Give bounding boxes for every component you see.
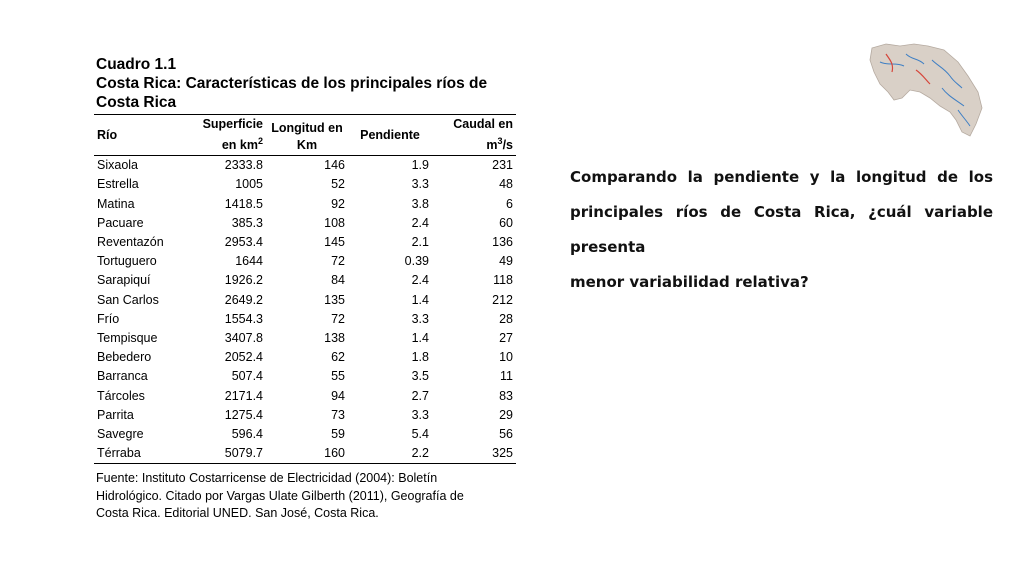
table-row bbox=[94, 175, 516, 194]
cell-pendiente: 1.4 bbox=[411, 292, 429, 307]
cell-pendiente: 3.5 bbox=[411, 369, 429, 384]
caption-number: Cuadro 1.1 bbox=[96, 56, 177, 73]
table-row bbox=[94, 252, 516, 271]
cell-longitud: 72 bbox=[331, 311, 345, 326]
cell-longitud: 55 bbox=[331, 369, 345, 384]
cell-longitud: 72 bbox=[331, 254, 345, 269]
cell-pendiente: 2.4 bbox=[411, 273, 429, 288]
cell-rio: Reventazón bbox=[97, 235, 164, 249]
cell-superficie: 2333.8 bbox=[224, 158, 263, 173]
table-row bbox=[94, 195, 516, 214]
cell-rio: Savegre bbox=[97, 426, 144, 441]
cell-longitud: 160 bbox=[266, 444, 348, 464]
source-line-3: Costa Rica. Editorial UNED. San José, Costa Rica. bbox=[96, 506, 379, 520]
cell-pendiente: 5.4 bbox=[411, 426, 429, 441]
source-note bbox=[96, 470, 516, 523]
cell-pendiente: 2.1 bbox=[411, 235, 429, 249]
cell-superficie: 5079.7 bbox=[180, 444, 266, 464]
question-line-1: Comparando la pendiente y la longitud de los bbox=[570, 168, 993, 186]
cell-caudal: 231 bbox=[492, 158, 513, 173]
cell-superficie: 2953.4 bbox=[224, 235, 263, 249]
cell-longitud: 84 bbox=[331, 273, 345, 288]
cell-superficie: 1926.2 bbox=[224, 273, 263, 288]
table-header-row bbox=[94, 115, 516, 156]
table-row bbox=[94, 310, 516, 329]
cell-rio: Tempisque bbox=[97, 330, 158, 345]
rivers-table-body bbox=[94, 156, 516, 464]
cell-pendiente: 2.4 bbox=[411, 215, 429, 230]
cell-pendiente: 2.7 bbox=[411, 388, 429, 403]
cell-caudal: 28 bbox=[499, 311, 513, 326]
cell-longitud: 73 bbox=[331, 407, 345, 422]
cell-longitud: 59 bbox=[331, 426, 345, 441]
cell-longitud: 145 bbox=[324, 235, 345, 249]
cell-pendiente: 1.9 bbox=[411, 158, 429, 173]
cell-caudal: 60 bbox=[499, 215, 513, 230]
cell-longitud: 146 bbox=[324, 158, 345, 173]
cell-longitud: 135 bbox=[324, 292, 345, 307]
cell-caudal: 83 bbox=[499, 388, 513, 403]
header-rio: Río bbox=[94, 115, 180, 156]
cell-pendiente: 3.3 bbox=[411, 407, 429, 422]
cell-rio: Barranca bbox=[97, 369, 148, 384]
cell-caudal: 136 bbox=[492, 235, 513, 249]
cell-rio: Tortuguero bbox=[97, 254, 157, 269]
cell-caudal: 11 bbox=[500, 369, 513, 384]
caption-title-line-1: Costa Rica: Características de los principales ríos de bbox=[96, 75, 488, 92]
cell-rio: San Carlos bbox=[97, 292, 159, 307]
cell-longitud: 92 bbox=[331, 196, 345, 211]
caption-title-line-2: Costa Rica bbox=[96, 94, 177, 111]
question-line-3: menor variabilidad relativa? bbox=[570, 273, 809, 291]
cell-caudal: 49 bbox=[499, 254, 513, 269]
table-row bbox=[94, 271, 516, 290]
cell-rio: Frío bbox=[97, 311, 120, 326]
cell-superficie: 1275.4 bbox=[224, 407, 263, 422]
header-pendiente: Pendiente bbox=[348, 115, 432, 156]
cell-superficie: 2171.4 bbox=[224, 388, 263, 403]
cell-caudal: 212 bbox=[492, 292, 513, 307]
cell-superficie: 1644 bbox=[235, 254, 263, 269]
cell-pendiente: 1.4 bbox=[411, 330, 429, 345]
table-row bbox=[94, 348, 516, 367]
table-row bbox=[94, 444, 516, 464]
cell-superficie: 1418.5 bbox=[224, 196, 263, 211]
table-row bbox=[94, 156, 516, 176]
cell-caudal: 27 bbox=[499, 330, 513, 345]
cell-pendiente: 3.8 bbox=[411, 196, 429, 211]
cell-longitud: 138 bbox=[324, 330, 345, 345]
cell-rio: Pacuare bbox=[97, 215, 144, 230]
cell-rio: Bebedero bbox=[97, 350, 152, 365]
cell-rio: Matina bbox=[97, 196, 135, 211]
cell-caudal: 56 bbox=[499, 426, 513, 441]
cell-superficie: 2649.2 bbox=[224, 292, 263, 307]
cell-rio: Sixaola bbox=[97, 158, 138, 173]
cell-longitud: 52 bbox=[331, 177, 345, 192]
header-caudal: Caudal en $m^3/s$ bbox=[432, 115, 516, 156]
cell-caudal: 6 bbox=[506, 196, 513, 211]
cell-longitud: 94 bbox=[331, 388, 345, 403]
table-row bbox=[94, 214, 516, 233]
cell-superficie: 507.4 bbox=[231, 369, 263, 384]
cell-longitud: 62 bbox=[331, 350, 345, 365]
question-line-2: principales ríos de Costa Rica, ¿cuál variable presenta bbox=[570, 203, 993, 256]
cell-caudal: 29 bbox=[499, 407, 513, 422]
table-row bbox=[94, 406, 516, 425]
table-row bbox=[94, 290, 516, 309]
cell-rio: Térraba bbox=[94, 444, 180, 464]
cell-rio: Parrita bbox=[97, 407, 134, 422]
cell-caudal: 118 bbox=[493, 273, 513, 288]
cell-rio: Tárcoles bbox=[97, 388, 145, 403]
table-row bbox=[94, 233, 516, 252]
cell-superficie: 1005 bbox=[235, 177, 263, 192]
costa-rica-rivers-map bbox=[866, 40, 984, 140]
cell-pendiente: 3.3 bbox=[411, 177, 429, 192]
source-line-1: Fuente: Instituto Costarricense de Electricidad (2004): Boletín bbox=[96, 471, 438, 485]
cell-caudal: 10 bbox=[499, 350, 513, 365]
cell-caudal: 48 bbox=[499, 177, 513, 192]
cell-pendiente: 2.2 bbox=[348, 444, 432, 464]
cell-superficie: 3407.8 bbox=[224, 330, 263, 345]
cell-superficie: 1554.3 bbox=[224, 311, 263, 326]
table-row bbox=[94, 367, 516, 386]
cell-rio: Estrella bbox=[97, 177, 139, 192]
cell-rio: Sarapiquí bbox=[97, 273, 151, 288]
cell-pendiente: 3.3 bbox=[411, 311, 429, 326]
cell-caudal: 325 bbox=[432, 444, 516, 464]
map-land bbox=[870, 44, 982, 136]
cell-superficie: 2052.4 bbox=[224, 350, 263, 365]
header-longitud: Longitud en Km bbox=[266, 115, 348, 156]
table-row bbox=[94, 329, 516, 348]
table-row bbox=[94, 386, 516, 405]
rivers-table bbox=[94, 114, 516, 464]
table-caption bbox=[96, 55, 516, 112]
question-text bbox=[570, 160, 993, 300]
cell-superficie: 596.4 bbox=[231, 426, 263, 441]
table-row bbox=[94, 425, 516, 444]
cell-pendiente: 0.39 bbox=[404, 254, 429, 269]
cell-longitud: 108 bbox=[324, 215, 345, 230]
source-line-2: Hidrológico. Citado por Vargas Ulate Gilberth (2011), Geografía de bbox=[96, 488, 464, 503]
cell-pendiente: 1.8 bbox=[411, 350, 429, 365]
cell-superficie: 385.3 bbox=[231, 215, 263, 230]
header-superficie: Superficie en $km^2$ bbox=[180, 115, 266, 156]
